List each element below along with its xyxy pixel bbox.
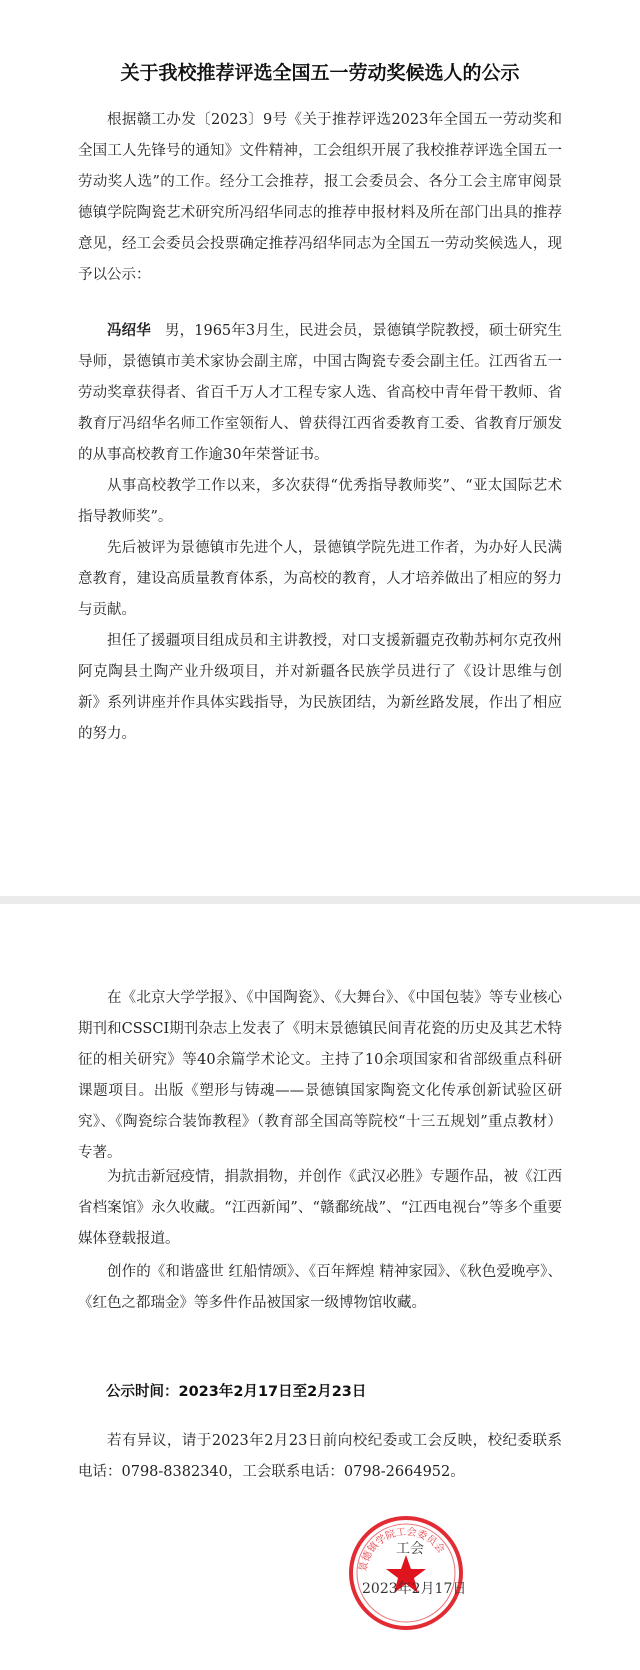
covid-paragraph: 为抗击新冠疫情，捐款捐物，并创作《武汉必胜》专题作品，被《江西省档案馆》永久收藏。“江西新闻”、“赣鄱统战”、“江西电视台”等多个重要媒体登载报道。 <box>78 1169 562 1247</box>
xinjiang-aid-paragraph: 担任了援疆项目组成员和主讲教授，对口支援新疆克孜勒苏柯尔克孜州阿克陶县土陶产业升级项目，并对新疆各民族学员进行了《设计思维与创新》系列讲座并作具体实践指导，为民族团结，为新丝路发展，作出了相应的努力。 <box>78 633 562 742</box>
publications-paragraph: 在《北京大学学报》、《中国陶瓷》、《大舞台》、《中国包装》等专业核心期刊和CSSCI期刊杂志上发表了《明末景德镇民间青花瓷的历史及其艺术特征的相关研究》等40余篇学术论文。主持了10余项国家和省部级重点科研课题项目。出版《塑形与铸魂——景德镇国家陶瓷文化传承创新试验区研究》、《陶瓷综合装饰教程》（教育部全国高等院校“十三五规划”重点教材）专著。 <box>78 990 562 1161</box>
notice-title: 关于我校推荐评选全国五一劳动奖候选人的公示 <box>120 62 520 84</box>
teaching-awards-paragraph: 从事高校教学工作以来，多次获得“优秀指导教师奖”、“亚太国际艺术指导教师奖”。 <box>78 478 562 525</box>
objection-paragraph: 若有异议，请于2023年2月23日前向校纪委或工会反映，校纪委联系电话：0798-8382340，工会联系电话：0798-2664952。 <box>78 1433 562 1480</box>
notice-period: 公示时间：2023年2月17日至2月23日 <box>106 1384 367 1400</box>
intro-paragraph: 根据赣工办发〔2023〕9号《关于推荐评选2023年全国五一劳动奖和全国工人先锋号的通知》文件精神，工会组织开展了我校推荐评选全国五一劳动奖人选”的工作。经分工会推荐，报工会委员会、各分工会主席审阅景德镇学院陶瓷艺术研究所冯绍华同志的推荐申报材料及所在部门出具的推荐意见，经工会委员会投票确定推荐冯绍华同志为全国五一劳动奖候选人，现予以公示： <box>78 112 562 283</box>
signature-date: 2023年2月17日 <box>362 1581 467 1597</box>
collections-paragraph: 创作的《和谐盛世 红船情颂》、《百年辉煌 精神家园》、《秋色爱晚亭》、《红色之都瑞金》等多件作品被国家一级博物馆收藏。 <box>78 1264 562 1311</box>
candidate-name: 冯绍华 <box>107 323 151 339</box>
bio-paragraph <box>78 316 562 471</box>
page-divider <box>0 896 640 904</box>
svg-text:景德镇学院工会委员会: 景德镇学院工会委员会 <box>357 1526 447 1573</box>
honors-paragraph: 先后被评为景德镇市先进个人，景德镇学院先进工作者，为办好人民满意教育，建设高质量教育体系，为高校的教育，人才培养做出了相应的努力与贡献。 <box>78 540 562 618</box>
official-seal-icon <box>346 1513 466 1633</box>
signature-org: 工会 <box>396 1541 424 1557</box>
bio-text: 男，1965年3月生，民进会员，景德镇学院教授，硕士研究生导师，景德镇市美术家协会副主席，中国古陶瓷专委会副主任。江西省五一劳动奖章获得者、省百千万人才工程专家人选、省高校中青年骨干教师、省教育厅冯绍华名师工作室领衔人、曾获得江西省委教育工委、省教育厅颁发的从事高校教育工作逾30年荣誉证书。 <box>78 323 563 463</box>
